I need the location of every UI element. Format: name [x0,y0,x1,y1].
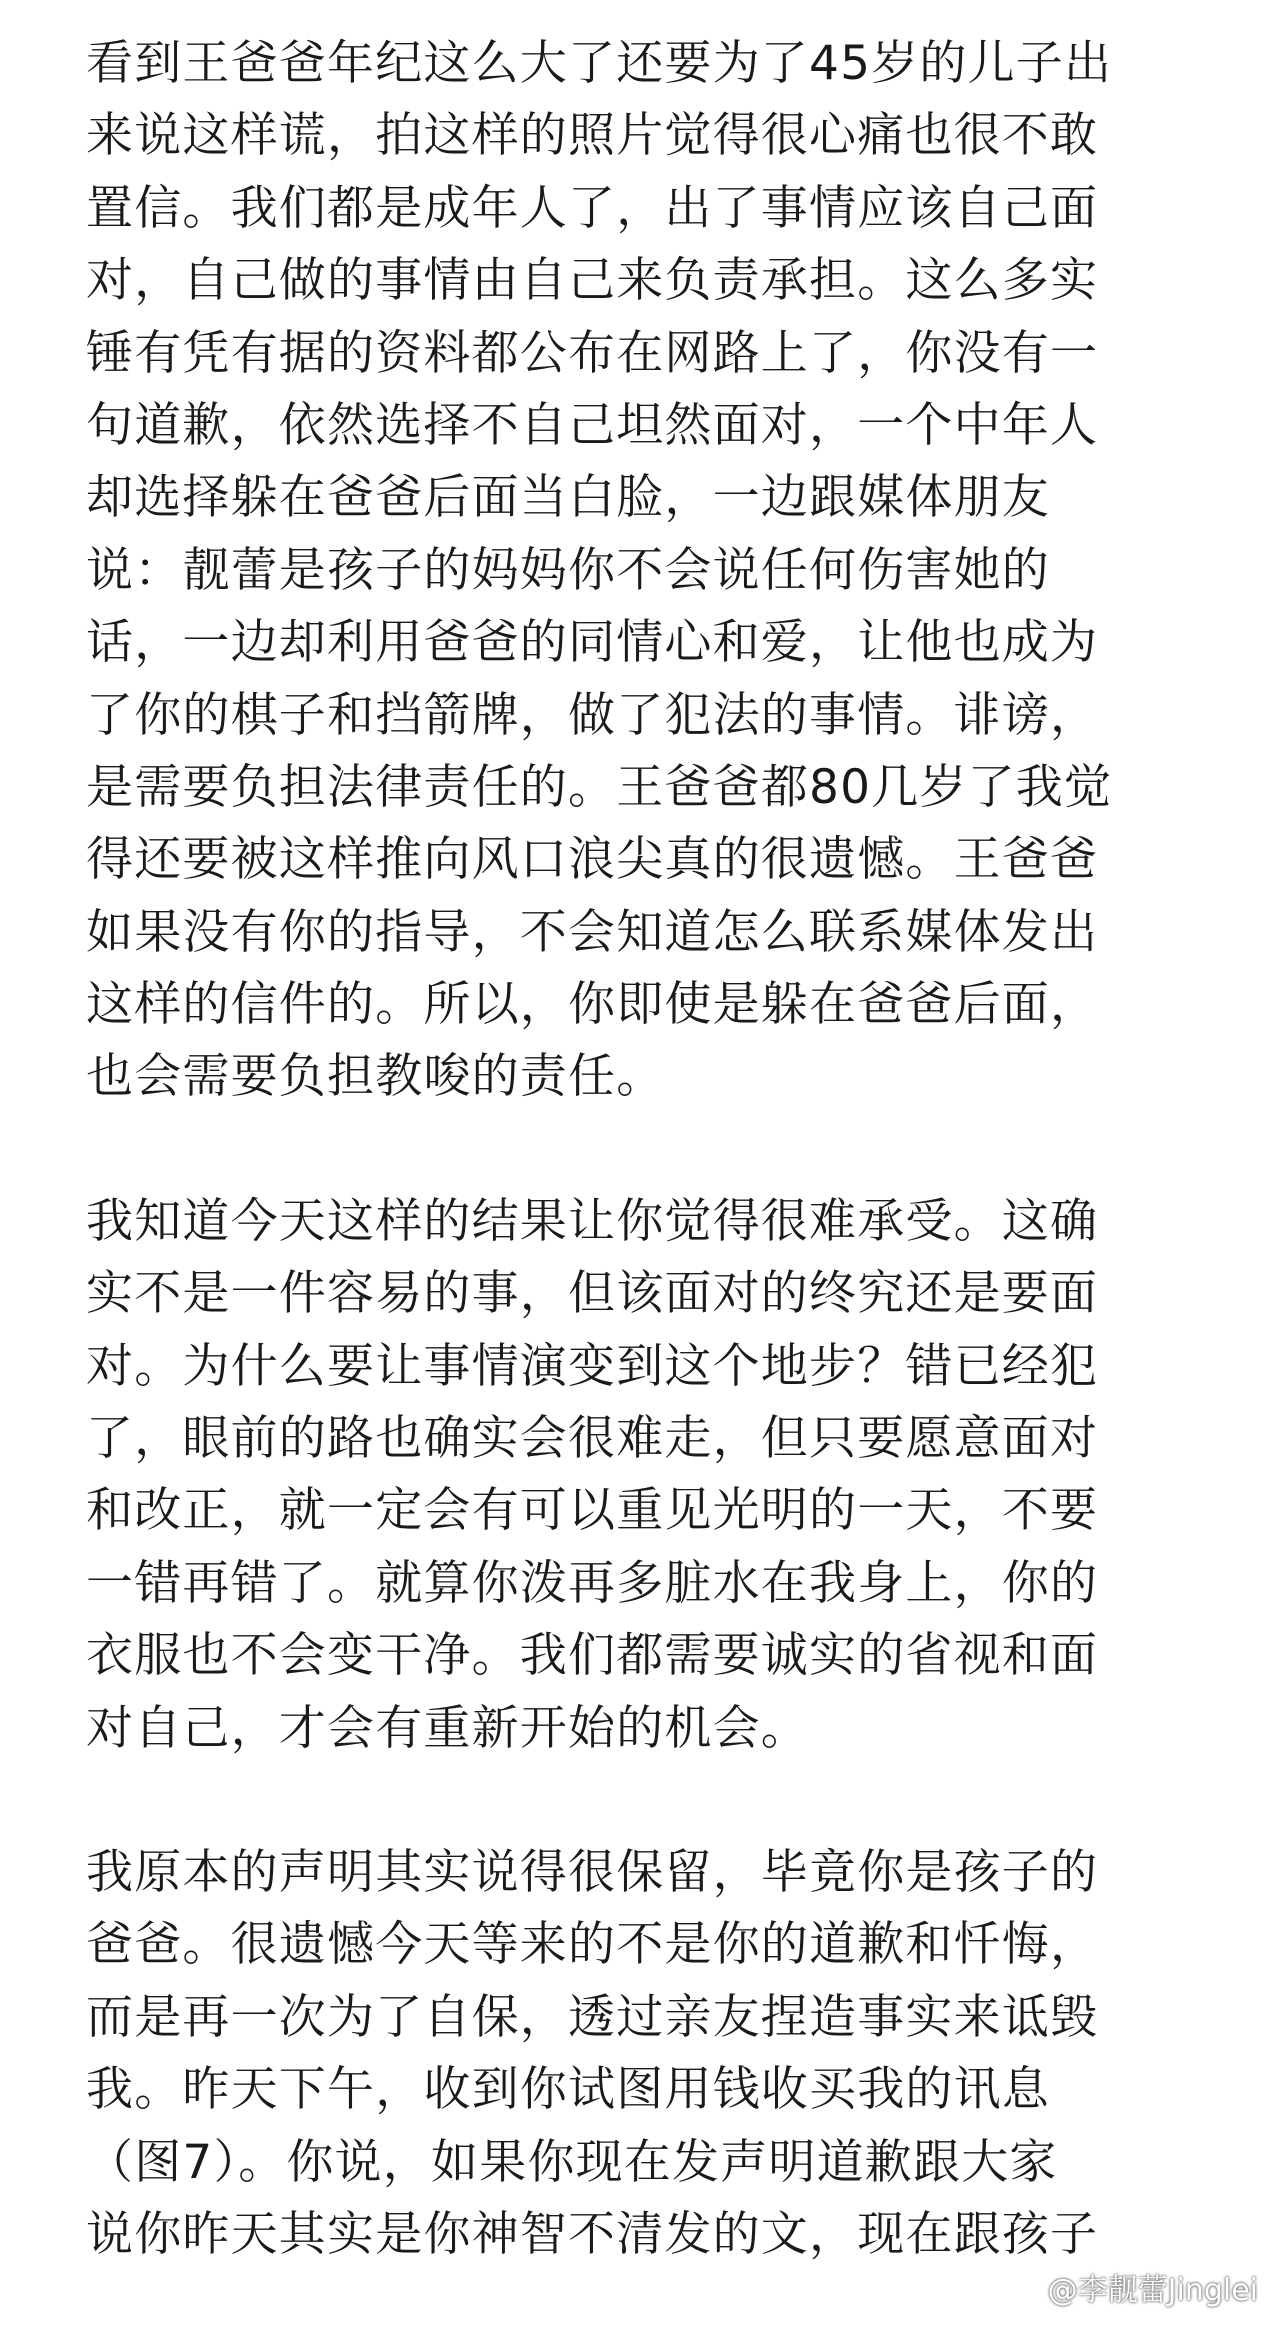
text-line: 说：靓蕾是孩子的妈妈你不会说任何伤害她的 [86,542,1050,598]
statement-document [86,28,1216,2343]
text-line: 也会需要负担教唆的责任。 [86,1049,665,1105]
text-line: 我原本的声明其实说得很保留，毕竟你是孩子的 [86,1844,1099,1900]
text-line: 我。昨天下午，收到你试图用钱收买我的讯息 [86,2062,1050,2118]
text-line: 爸爸。很遗憾今天等来的不是你的道歉和忏悔， [86,1917,1099,1973]
weibo-logo-icon [1000,2267,1040,2307]
text-line: 看到王爸爸年纪这么大了还要为了45岁的儿子出 [86,36,1113,91]
text-line: 来说这样谎，拍这样的照片觉得很心痛也很不敢 [86,108,1099,164]
text-line: （图7）。你说，如果你现在发声明道歉跟大家 [86,2134,1058,2190]
paragraph-1 [86,28,1216,1114]
text-line: 实不是一件容易的事，但该面对的终究还是要面 [86,1266,1099,1322]
text-line: 却选择躲在爸爸后面当白脸，一边跟媒体朋友 [86,470,1050,526]
text-line: 话，一边却利用爸爸的同情心和爱，让他也成为 [86,615,1099,671]
text-line: 和改正，就一定会有可以重见光明的一天，不要 [86,1483,1099,1539]
text-line: 对自己，才会有重新开始的机会。 [86,1700,809,1756]
paragraph-3 [86,1837,1216,2271]
text-line: 一错再错了。就算你泼再多脏水在我身上，你的 [86,1555,1099,1611]
watermark-handle: @李靓蕾Jinglei [1047,2273,1258,2308]
text-line: 了，眼前的路也确实会很难走，但只要愿意面对 [86,1411,1099,1467]
text-line: 说你昨天其实是你神智不清发的文，现在跟孩子 [86,2206,1099,2262]
text-line: 是需要负担法律责任的。王爸爸都80几岁了我觉 [86,759,1113,815]
paragraph-2 [86,1186,1216,1765]
text-line: 如果没有你的指导，不会知道怎么联系媒体发出 [86,904,1099,960]
text-line: 了你的棋子和挡箭牌，做了犯法的事情。诽谤， [86,687,1099,743]
text-line: 对，自己做的事情由自己来负责承担。这么多实 [86,253,1099,309]
text-line: 置信。我们都是成年人了，出了事情应该自己面 [86,180,1099,236]
text-line: 衣服也不会变干净。我们都需要诚实的省视和面 [86,1628,1099,1684]
text-line: 对。为什么要让事情演变到这个地步？错已经犯 [86,1338,1099,1394]
text-line: 得还要被这样推向风口浪尖真的很遗憾。王爸爸 [86,832,1099,888]
text-line: 而是再一次为了自保，透过亲友捏造事实来诋毁 [86,1989,1099,2045]
text-line: 我知道今天这样的结果让你觉得很难承受。这确 [86,1193,1099,1249]
text-line: 锤有凭有据的资料都公布在网路上了，你没有一 [86,325,1099,381]
text-line: 句道歉，依然选择不自己坦然面对，一个中年人 [86,397,1099,453]
text-line: 这样的信件的。所以，你即使是躲在爸爸后面， [86,977,1099,1033]
weibo-watermark [1000,2265,1258,2309]
